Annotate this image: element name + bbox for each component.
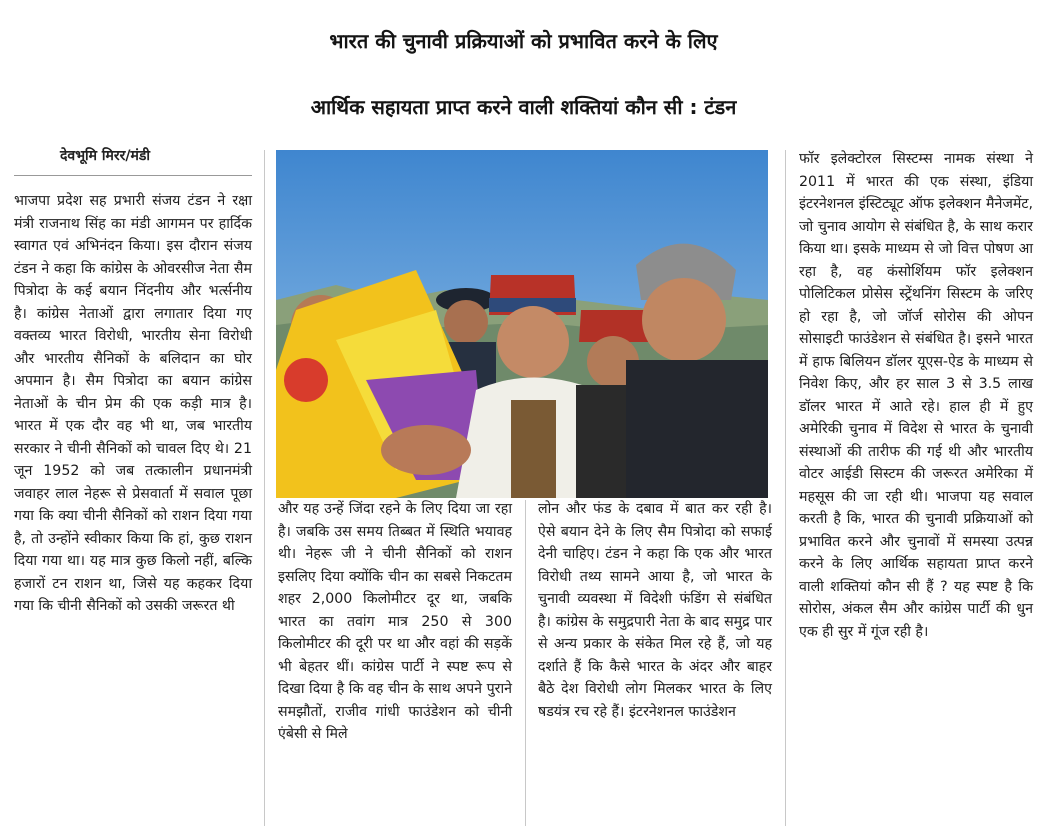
article-text: लोन और फंड के दबाव में बात कर रही है। ऐसे बयान देने के लिए सैम पित्रोदा को सफाई देनी चाहिए। टंडन ने कहा कि एक और भारत विरोधी तथ्य सामने आया है, जो भारत के चुनावी व्यवस्था में विदेशी फंडिंग से संबंधित है। कांग्रेस के समुद्रपारी नेता के बाद समुद्र पार से अन्य प्रकार के संकेत मिल रहे हैं, जो यह दर्शाते हैं कि कैसे भारत के अंदर और बाहर बैठे देश विरोधी लोग मिलकर भारत के लिए षडयंत्र रच रहे हैं। इंटरनेशनल फाउंडेशन (538, 501, 772, 720)
headline-line-1: भारत की चुनावी प्रक्रियाओं को प्रभावित करने के लिए (329, 29, 718, 53)
byline-divider (14, 175, 252, 176)
article-text: और यह उन्हें जिंदा रहने के लिए दिया जा रहा है। जबकि उस समय तिब्बत में स्थिति भयावह थी। नेहरू जी ने चीनी सैनिकों को राशन इसलिए दिया क्योंकि चीन का सबसे निकटतम शहर 2,000 किलोमीटर दूर था, जबकि भारत का तवांग मात्र 250 से 300 किलोमीटर की दूरी पर था और वहां की सड़कें भी बेहतर थीं। कांग्रेस पार्टी ने स्पष्ट रूप से दिखा दिया है कि वह चीन के साथ अपने पुराने समझौतों, राजीव गांधी फाउंडेशन को चीनी एंबेसी से मिले (278, 501, 512, 742)
article-text: भाजपा प्रदेश सह प्रभारी संजय टंडन ने रक्षा मंत्री राजनाथ सिंह का मंडी आगमन पर हार्दिक स्वागत एवं अभिनंदन किया। इस दौरान संजय टंडन ने कहा कि कांग्रेस के ओवरसीज नेता सैम पित्रोदा के कई बयान निंदनीय और भर्त्सनीय है। कांग्रेस नेताओं द्वारा लगातार दिया गए वक्तव्य भारत विरोधी, भारतीय सेना विरोधी और भारतीय सैनिकों के बलिदान का घोर अपमान है। सैम पित्रोदा का बयान कांग्रेस नेताओं के चीन प्रेम की एक कड़ी मात्र है। भारत में एक दौर वह भी था, जब भारतीय सरकार ने चीनी सैनिकों को चावल दिए थे। 21 जून 1952 को जब तत्कालीन प्रधानमंत्री जवाहर लाल नेहरू से प्रेसवार्ता में सवाल पूछा गया कि क्या चीनी सैनिकों को राशन दिया गया है, तो उन्होंने स्वीकार किया कि हां, कुछ राशन दिया गया था। यह मात्र कुछ किलो नहीं, बल्कि हजारों टन राशन था, जिसे यह कहकर दिया गया कि चीनी सैनिकों को उसकी जरूरत थी (14, 193, 252, 614)
byline: देवभूमि मिरर/मंडी (60, 148, 150, 164)
column-divider (785, 150, 786, 826)
article-column-1 (14, 190, 252, 618)
article-column-4 (799, 148, 1033, 643)
headline-line-2: आर्थिक सहायता प्राप्त करने वाली शक्तियां कौन सी : टंडन (310, 95, 737, 119)
column-divider (264, 150, 265, 826)
article-text: फॉर इलेक्टोरल सिस्टम्स नामक संस्था ने 2011 में भारत की एक संस्था, इंडिया इंटरनेशनल इंस्टिट्यूट ऑफ इलेक्शन मैनेजमेंट, जो चुनाव आयोग से संबंधित है, के साथ करार किया था। इसके माध्यम से जो वित्त पोषण आ रहा है, वह कंसोर्शियम फॉर इलेक्शन पोलिटिकल प्रोसेस स्ट्रेंथनिंग सिस्टम के जरिए हो रहा है, जो जॉर्ज सोरोस की ओपन सोसाइटी फाउंडेशन से संबंधित है। इसने भारत में हाफ बिलियन डॉलर यूएस-ऐड के माध्यम से निवेश किए, और हर साल 3 से 3.5 लाख डॉलर भारत में आते रहे। हाल ही में हुए अमेरिकी चुनाव में विदेश से भारत के चुनावी संस्थाओं की तारीफ की गई थी और भारतीय वोटर आईडी सिस्टम की जरूरत अमेरिका में महसूस की जा रही थी। भाजपा यह सवाल करती है कि, भारत की चुनावी प्रक्रियाओं को प्रभावित करने और चुनावों में समस्या उत्पन्न करने के लिए आर्थिक सहायता प्राप्त करने वाली शक्तियां कौन सी हैं ? यह स्पष्ट है कि सोरोस, अंकल सैम और कांग्रेस पार्टी की धुन एक ही सुर में गूंज रही है। (799, 151, 1033, 640)
article-column-3 (538, 498, 772, 723)
article-column-2 (278, 498, 512, 746)
column-divider (525, 500, 526, 826)
news-photo (276, 150, 768, 498)
news-photo-illustration (276, 150, 768, 498)
